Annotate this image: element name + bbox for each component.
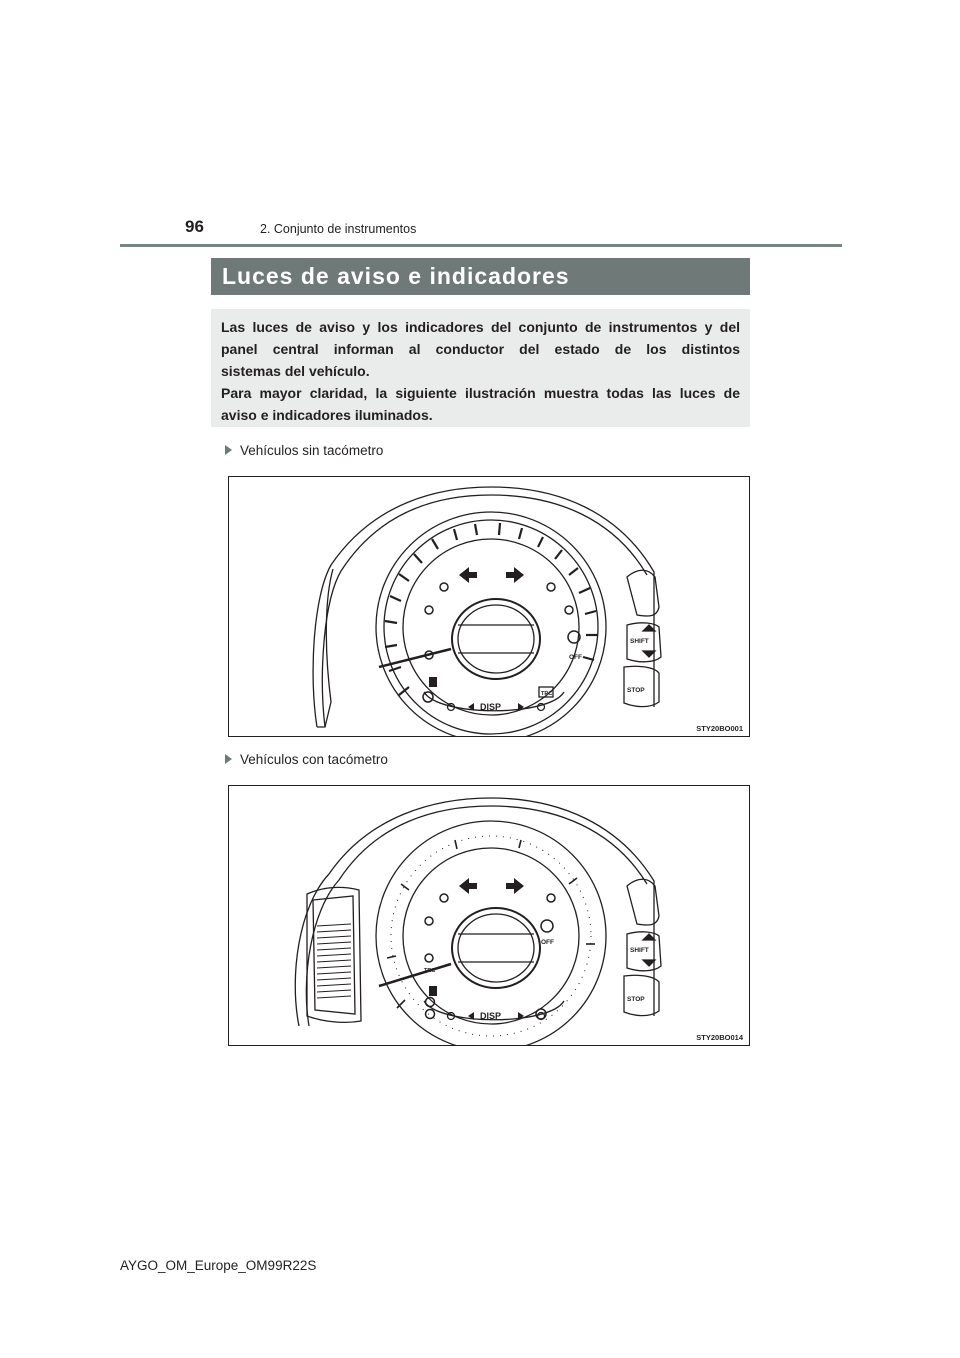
disp-label-1: DISP: [480, 702, 502, 712]
footer-document-id: AYGO_OM_Europe_OM99R22S: [120, 1258, 317, 1273]
section-title: 2. Conjunto de instrumentos: [260, 222, 417, 236]
stop-label-2: STOP: [627, 996, 645, 1003]
figure-1-label: [225, 443, 383, 458]
page-number: 96: [185, 217, 204, 236]
figure-2-code: STY20BO014: [696, 1033, 743, 1042]
trc-label-1: TRC: [541, 691, 553, 697]
intro-line-3: sistemas del vehículo.: [221, 363, 370, 379]
intro-line-1: Las luces de aviso y los indicadores del conjunto de instrumentos y del: [221, 319, 740, 335]
intro-line-2: panel central informan al conductor del estado de los distintos: [221, 341, 740, 357]
intro-line-5: aviso e indicadores iluminados.: [221, 407, 433, 423]
triangle-bullet-icon: [225, 754, 232, 764]
figure-2-illustration: [228, 785, 750, 1046]
instrument-cluster-drawing-1: [229, 477, 750, 737]
figure-1-code: STY20BO001: [696, 724, 743, 733]
intro-box: [211, 309, 750, 427]
intro-text: [221, 316, 740, 426]
shift-label-1: SHIFT: [630, 638, 649, 645]
stop-label-1: STOP: [627, 687, 645, 694]
off-label-2: OFF: [541, 939, 554, 946]
shift-label-2: SHIFT: [630, 947, 649, 954]
figure-1-label-text: Vehículos sin tacómetro: [240, 443, 384, 458]
off-label-1: OFF: [569, 654, 582, 661]
disp-label-2: DISP: [480, 1011, 502, 1021]
figure-2-label: [225, 752, 388, 767]
trc-label-2: TRC: [424, 968, 436, 974]
heading-bar: [211, 258, 750, 295]
instrument-cluster-drawing-2: [229, 786, 750, 1046]
triangle-bullet-icon: [225, 445, 232, 455]
header-rule: [120, 244, 842, 247]
figure-1-illustration: [228, 476, 750, 737]
intro-line-4: Para mayor claridad, la siguiente ilustración muestra todas las luces de: [221, 385, 740, 401]
figure-2-label-text: Vehículos con tacómetro: [240, 752, 388, 767]
heading-text: Luces de aviso e indicadores: [222, 263, 570, 289]
